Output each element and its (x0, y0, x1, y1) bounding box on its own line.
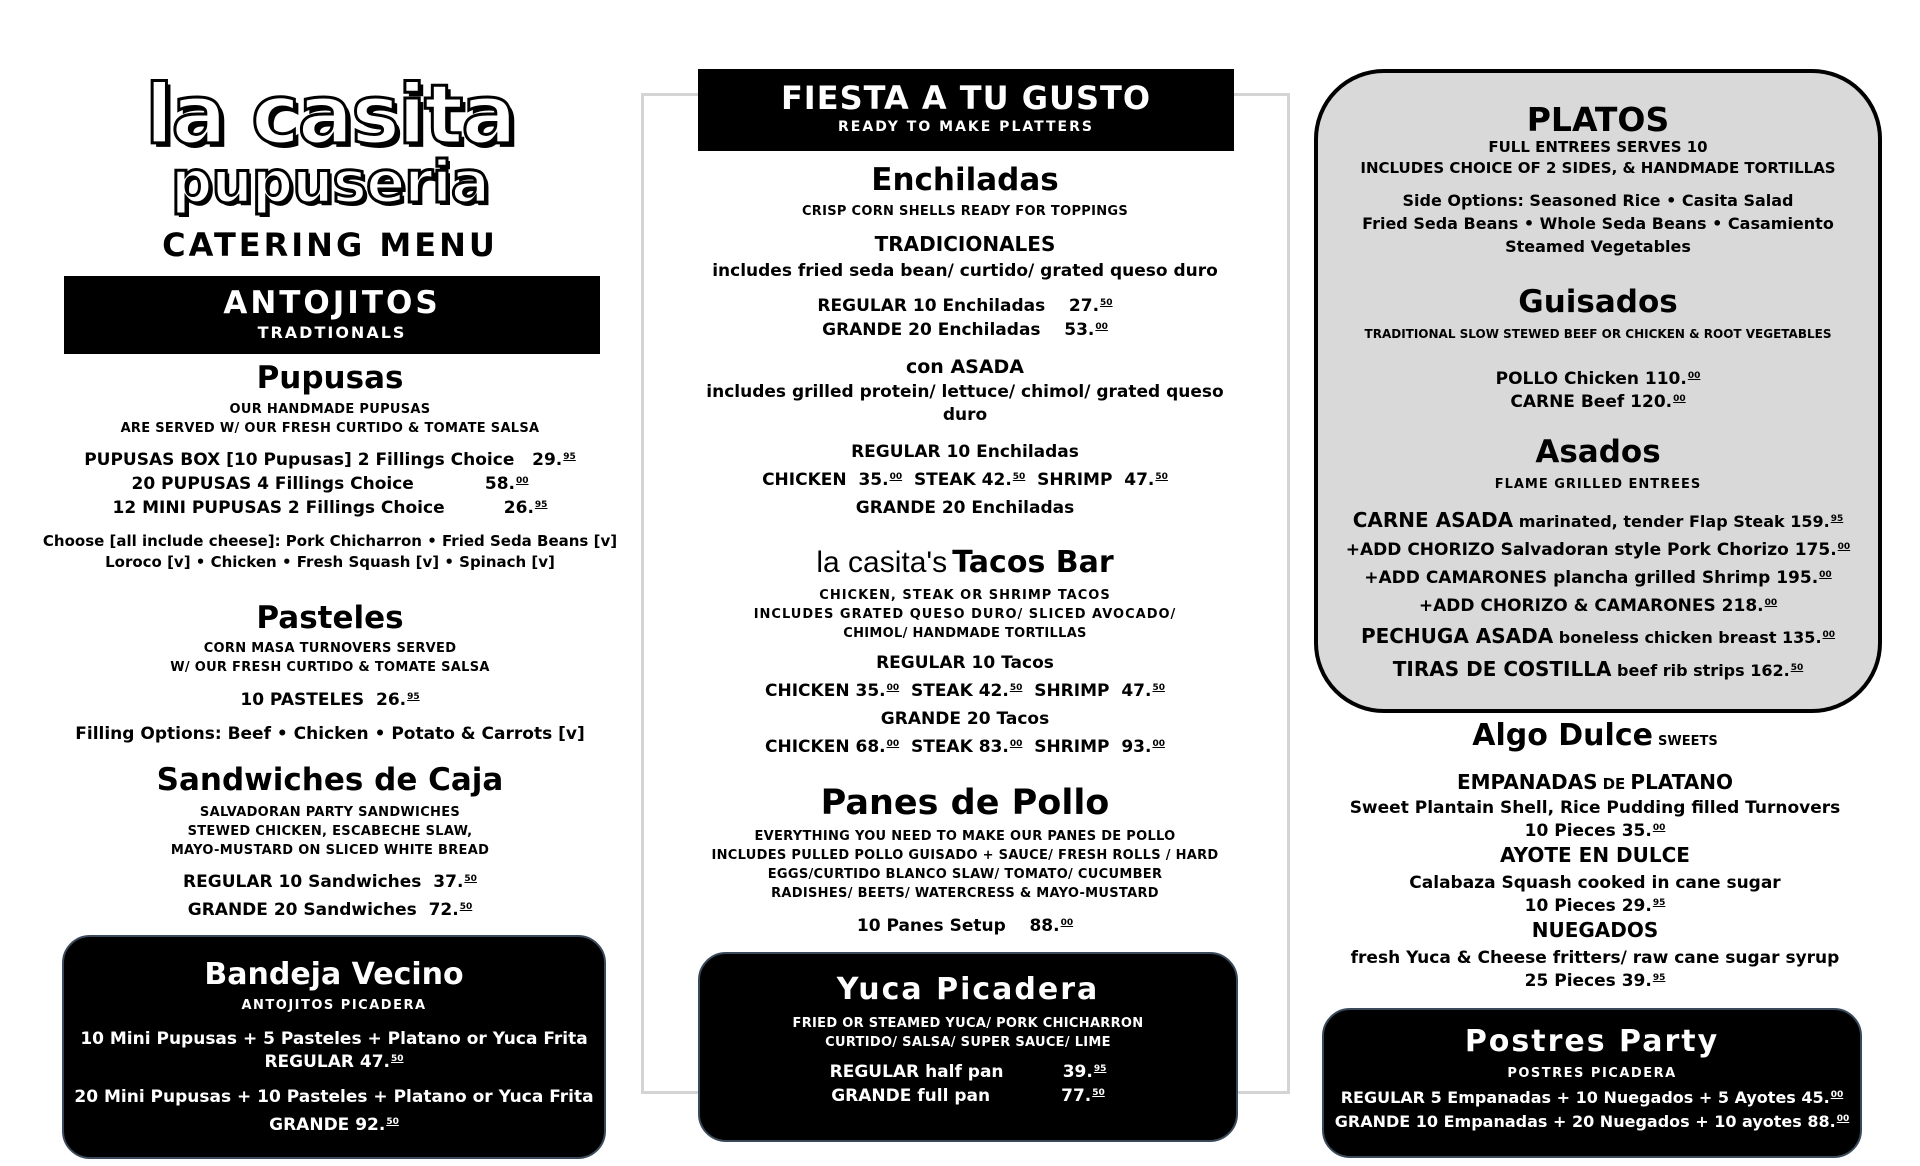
enchiladas-title: Enchiladas (871, 162, 1059, 198)
bandeja-vecino-box (62, 935, 606, 1159)
sandwiches-desc2: STEWED CHICKEN, ESCABECHE SLAW, (187, 824, 473, 839)
enchiladas-desc: CRISP CORN SHELLS READY FOR TOPPINGS (801, 204, 1129, 219)
asado-add-chorizo-camarones: +ADD CHORIZO & CAMARONES 218.00 (1418, 596, 1778, 616)
postres-grande: GRANDE 10 Empanadas + 20 Nuegados + 10 ayotes 88.00 (1334, 1112, 1850, 1131)
pasteles-section (40, 600, 620, 750)
postres-party-box (1322, 1008, 1862, 1158)
empanadas-title: EMPANADAS DE PLATANO (1456, 770, 1734, 794)
platos-box (1314, 69, 1882, 713)
tacos-grande: GRANDE 20 Tacos (880, 709, 1050, 729)
bandeja-grande-price: GRANDE 92.50 (269, 1115, 399, 1135)
panes-desc-1: EVERYTHING YOU NEED TO MAKE OUR PANES DE POLLO (754, 829, 1176, 844)
nuegados-price: 25 Pieces 39.95 (1524, 971, 1666, 991)
asado-add-camarones: +ADD CAMARONES plancha grilled Shrimp 195.00 (1364, 568, 1832, 588)
platos-title: PLATOS (1526, 100, 1670, 139)
antojitos-header (64, 276, 600, 354)
pupusas-item-2: 20 PUPUSAS 4 Fillings Choice 58.00 (131, 474, 529, 494)
guisados-pollo: POLLO Chicken 110.00 (1495, 369, 1701, 389)
empanadas-price: 10 Pieces 35.00 (1524, 821, 1666, 841)
enchiladas-section (670, 160, 1260, 530)
pupusas-item-3: 12 MINI PUPUSAS 2 Fillings Choice 26.95 (112, 498, 548, 518)
panes-item: 10 Panes Setup 88.00 (856, 916, 1074, 936)
yuca-item-1: REGULAR half pan 39.95 (829, 1062, 1107, 1082)
fiesta-subtitle: READY TO MAKE PLATTERS (838, 119, 1094, 135)
fiesta-title: FIESTA A TU GUSTO (780, 79, 1152, 117)
yuca-desc-1: FRIED OR STEAMED YUCA/ PORK CHICHARRON (792, 1016, 1144, 1031)
pupusas-desc2: ARE SERVED W/ OUR FRESH CURTIDO & TOMATE SALSA (120, 421, 540, 436)
pupusas-fillings-2: Loroco [v] • Chicken • Fresh Squash [v] • Spinach [v] (105, 553, 555, 571)
con-asada-prices: CHICKEN 35.00 STEAK 42.50 SHRIMP 47.50 (762, 470, 1168, 490)
con-asada-title: con ASADA (905, 356, 1025, 378)
con-asada-regular: REGULAR 10 Enchiladas (851, 442, 1079, 462)
asado-pechuga: PECHUGA ASADA boneless chicken breast 135.00 (1360, 624, 1836, 648)
platos-desc-1: FULL ENTREES SERVES 10 (1488, 138, 1708, 156)
asado-add-chorizo: +ADD CHORIZO Salvadoran style Pork Chorizo 175.00 (1345, 540, 1851, 560)
postres-title: Postres Party (1464, 1024, 1720, 1059)
con-asada-desc-2: duro (942, 405, 988, 425)
panes-section (670, 783, 1260, 943)
sandwiches-desc3: MAYO-MUSTARD ON SLICED WHITE BREAD (170, 843, 490, 858)
sandwiches-item-1: REGULAR 10 Sandwiches 37.50 (183, 872, 477, 892)
tacos-section (670, 545, 1260, 765)
asados-desc: FLAME GRILLED ENTREES (1494, 477, 1702, 492)
ayote-price: 10 Pieces 29.95 (1524, 896, 1666, 916)
tradicionales-title: TRADICIONALES (874, 232, 1056, 256)
pasteles-title: Pasteles (256, 600, 404, 636)
fiesta-header (698, 69, 1234, 151)
pupusas-desc1: OUR HANDMADE PUPUSAS (229, 402, 431, 417)
pasteles-desc1: CORN MASA TURNOVERS SERVED (203, 641, 457, 656)
asado-tiras: TIRAS DE COSTILLA beef rib strips 162.50 (1392, 657, 1804, 681)
platos-sides-1: Side Options: Seasoned Rice • Casita Salad (1402, 191, 1794, 210)
sandwiches-title: Sandwiches de Caja (156, 762, 504, 798)
sandwiches-section (40, 762, 620, 922)
tacos-desc-1: CHICKEN, STEAK OR SHRIMP TACOS (819, 588, 1111, 603)
bandeja-line-1: 10 Mini Pupusas + 5 Pasteles + Platano or Yuca Frita (80, 1029, 588, 1049)
empanadas-desc: Sweet Plantain Shell, Rice Pudding filled Turnovers (1349, 798, 1841, 818)
postres-subtitle: POSTRES PICADERA (1507, 1066, 1677, 1081)
tacos-desc-3: CHIMOL/ HANDMADE TORTILLAS (843, 626, 1087, 641)
tacos-regular-prices: CHICKEN 35.00 STEAK 42.50 SHRIMP 47.50 (765, 681, 1165, 701)
con-asada-grande: GRANDE 20 Enchiladas (855, 498, 1075, 518)
ayote-title: AYOTE EN DULCE (1500, 843, 1690, 867)
guisados-desc: TRADITIONAL SLOW STEWED BEEF OR CHICKEN & ROOT VEGETABLES (1364, 327, 1832, 341)
platos-sides-3: Steamed Vegetables (1505, 237, 1691, 256)
platos-sides-2: Fried Seda Beans • Whole Seda Beans • Casamiento (1362, 214, 1834, 233)
nuegados-desc: fresh Yuca & Cheese fritters/ raw cane sugar syrup (1350, 948, 1840, 968)
tradicionales-desc: includes fried seda bean/ curtido/ grated queso duro (712, 261, 1218, 281)
ayote-desc: Calabaza Squash cooked in cane sugar (1409, 873, 1781, 893)
algo-dulce-section (1310, 718, 1880, 998)
bandeja-regular-price: REGULAR 47.50 (264, 1052, 404, 1072)
bandeja-line-2: 20 Mini Pupusas + 10 Pasteles + Platano or Yuca Frita (74, 1087, 594, 1107)
tacos-desc-2: INCLUDES GRATED QUESO DURO/ SLICED AVOCADO/ (753, 607, 1177, 622)
catering-menu-title: CATERING MENU (162, 226, 498, 264)
bandeja-title: Bandeja Vecino (204, 957, 464, 992)
sandwiches-item-2: GRANDE 20 Sandwiches 72.50 (187, 900, 473, 920)
yuca-picadera-box (698, 952, 1238, 1142)
tradicionales-item-2: GRANDE 20 Enchiladas 53.00 (822, 320, 1108, 340)
yuca-desc-2: CURTIDO/ SALSA/ SUPER SAUCE/ LIME (825, 1035, 1111, 1050)
panes-desc-3: EGGS/CURTIDO BLANCO SLAW/ TOMATO/ CUCUMBER (767, 867, 1163, 882)
postres-regular: REGULAR 5 Empanadas + 10 Nuegados + 5 Ayotes 45.00 (1340, 1088, 1844, 1107)
pupusas-fillings-1: Choose [all include cheese]: Pork Chicharron • Fried Seda Beans [v] (42, 532, 618, 550)
sandwiches-desc1: SALVADORAN PARTY SANDWICHES (199, 805, 461, 820)
platos-desc-2: INCLUDES CHOICE OF 2 SIDES, & HANDMADE TORTILLAS (1360, 159, 1836, 177)
con-asada-desc-1: includes grilled protein/ lettuce/ chimol/ grated queso (706, 382, 1224, 402)
pasteles-item: 10 PASTELES 26.95 (240, 690, 420, 710)
tacos-title: la casita's Tacos Bar (816, 545, 1114, 580)
tradicionales-item-1: REGULAR 10 Enchiladas 27.50 (817, 296, 1113, 316)
algo-dulce-title: Algo Dulce SWEETS (1472, 718, 1718, 753)
tacos-regular: REGULAR 10 Tacos (876, 653, 1054, 673)
asados-title: Asados (1535, 434, 1661, 470)
pupusas-item-1: PUPUSAS BOX [10 Pupusas] 2 Fillings Choice 29.95 (84, 450, 576, 470)
guisados-carne: CARNE Beef 120.00 (1510, 392, 1686, 412)
pupusas-title: Pupusas (256, 360, 404, 396)
yuca-title: Yuca Picadera (836, 972, 1100, 1007)
pasteles-filling-options: Filling Options: Beef • Chicken • Potato & Carrots [v] (75, 724, 585, 744)
brand-logo-line2: pupuseria (170, 148, 490, 216)
antojitos-title: ANTOJITOS (223, 285, 441, 321)
asado-carne-asada: CARNE ASADA marinated, tender Flap Steak 159.95 (1352, 508, 1844, 532)
bandeja-subtitle: ANTOJITOS PICADERA (241, 998, 427, 1013)
panes-desc-2: INCLUDES PULLED POLLO GUISADO + SAUCE/ FRESH ROLLS / HARD (711, 848, 1219, 863)
antojitos-subtitle: TRADTIONALS (257, 323, 407, 342)
guisados-title: Guisados (1518, 284, 1678, 320)
pasteles-desc2: W/ OUR FRESH CURTIDO & TOMATE SALSA (170, 660, 490, 675)
panes-desc-4: RADISHES/ BEETS/ WATERCRESS & MAYO-MUSTARD (771, 886, 1159, 901)
tacos-grande-prices: CHICKEN 68.00 STEAK 83.00 SHRIMP 93.00 (765, 737, 1165, 757)
brand-logo-line1: la casita (145, 68, 515, 163)
nuegados-title: NUEGADOS (1531, 918, 1659, 942)
panes-title: Panes de Pollo (820, 783, 1110, 823)
yuca-item-2: GRANDE full pan 77.50 (831, 1086, 1105, 1106)
